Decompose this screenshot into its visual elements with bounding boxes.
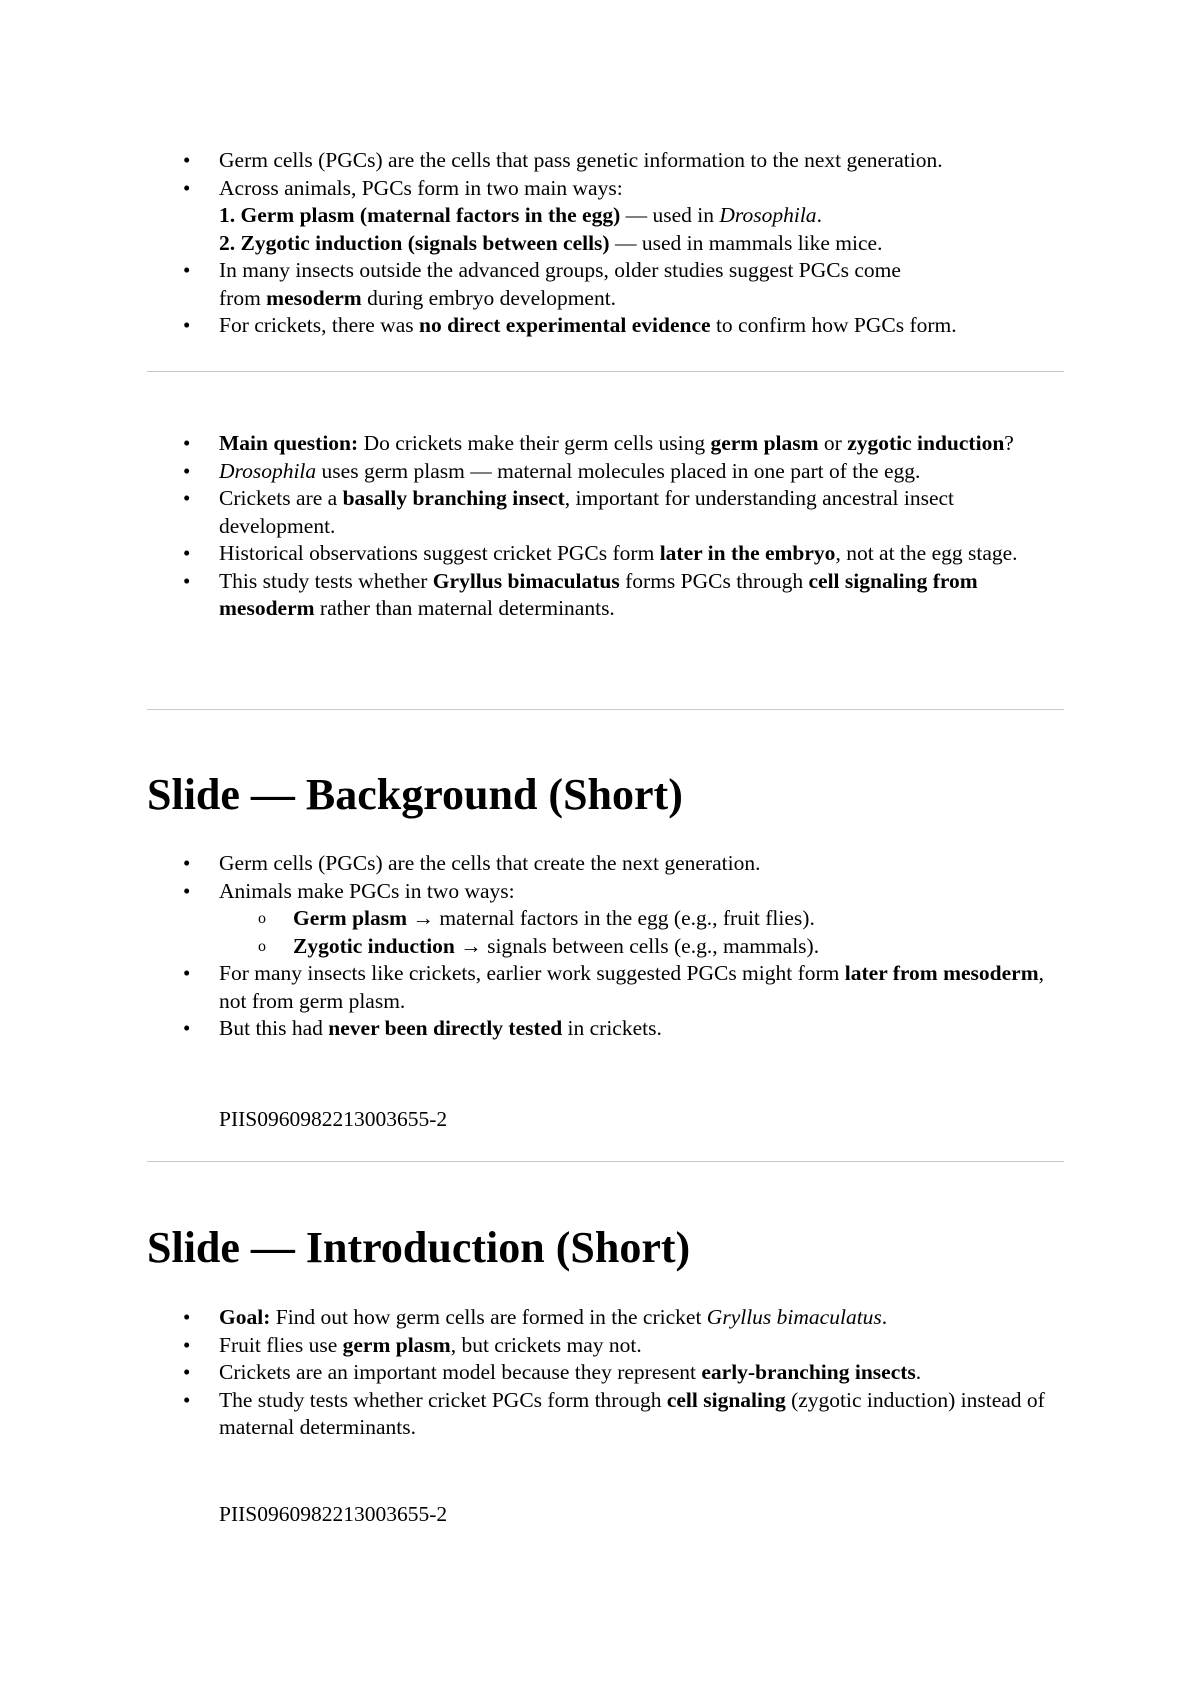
list-item: • Main question: Do crickets make their germ cells using germ plasm or zygotic induction? xyxy=(147,430,1067,458)
list-item: • Across animals, PGCs form in two main ways: 1. Germ plasm (maternal factors in the egg) — used in Drosophila. 2. Zygotic induction (signals between cells) — used in mammals like mice. xyxy=(147,175,1052,258)
list-item: • Historical observations suggest cricket PGCs form later in the embryo, not at the egg stage. xyxy=(147,540,1067,568)
list-item: • Crickets are a basally branching insect, important for understanding ancestral insect development. xyxy=(147,485,1067,540)
list-item: • Crickets are an important model because they represent early-branching insects. xyxy=(147,1359,1052,1387)
list-item: • Drosophila uses germ plasm — maternal molecules placed in one part of the egg. xyxy=(147,458,1067,486)
divider xyxy=(147,371,1064,372)
divider xyxy=(147,1161,1064,1162)
list-item: • Animals make PGCs in two ways: o Germ plasm → maternal factors in the egg (e.g., fruit flies). o Zygotic induction → signals between cells (e.g., mammals). xyxy=(147,878,1052,961)
section-heading: Slide — Introduction (Short) xyxy=(147,1223,691,1272)
section3-list xyxy=(147,850,1052,1043)
reference-id: PIIS0960982213003655-2 xyxy=(219,1107,448,1131)
list-item: • Germ cells (PGCs) are the cells that pass genetic information to the next generation. xyxy=(147,147,1052,175)
list-item: • The study tests whether cricket PGCs form through cell signaling (zygotic induction) instead of maternal determinants. xyxy=(147,1387,1052,1442)
list-item: • This study tests whether Gryllus bimaculatus forms PGCs through cell signaling from mesoderm rather than maternal determinants. xyxy=(147,568,1067,623)
list-item: • Fruit flies use germ plasm, but crickets may not. xyxy=(147,1332,1052,1360)
divider xyxy=(147,709,1064,710)
section2-list xyxy=(147,430,1067,623)
sub-list xyxy=(219,905,1052,960)
list-item: • Goal: Find out how germ cells are formed in the cricket Gryllus bimaculatus. xyxy=(147,1304,1052,1332)
section4-list xyxy=(147,1304,1052,1442)
list-item: • For crickets, there was no direct experimental evidence to confirm how PGCs form. xyxy=(147,312,1052,340)
sub-list-item: o Zygotic induction → signals between cells (e.g., mammals). xyxy=(147,933,1052,961)
section-heading: Slide — Background (Short) xyxy=(147,770,683,819)
list-item: • Germ cells (PGCs) are the cells that create the next generation. xyxy=(147,850,1052,878)
reference-id: PIIS0960982213003655-2 xyxy=(219,1502,448,1526)
list-item: • But this had never been directly tested in crickets. xyxy=(147,1015,1052,1043)
sub-list-item: o Germ plasm → maternal factors in the egg (e.g., fruit flies). xyxy=(147,905,1052,933)
list-item: • For many insects like crickets, earlier work suggested PGCs might form later from mesoderm, not from germ plasm. xyxy=(147,960,1052,1015)
section1-list xyxy=(147,147,1052,340)
list-item: • In many insects outside the advanced groups, older studies suggest PGCs come from mesoderm during embryo development. xyxy=(147,257,1052,312)
